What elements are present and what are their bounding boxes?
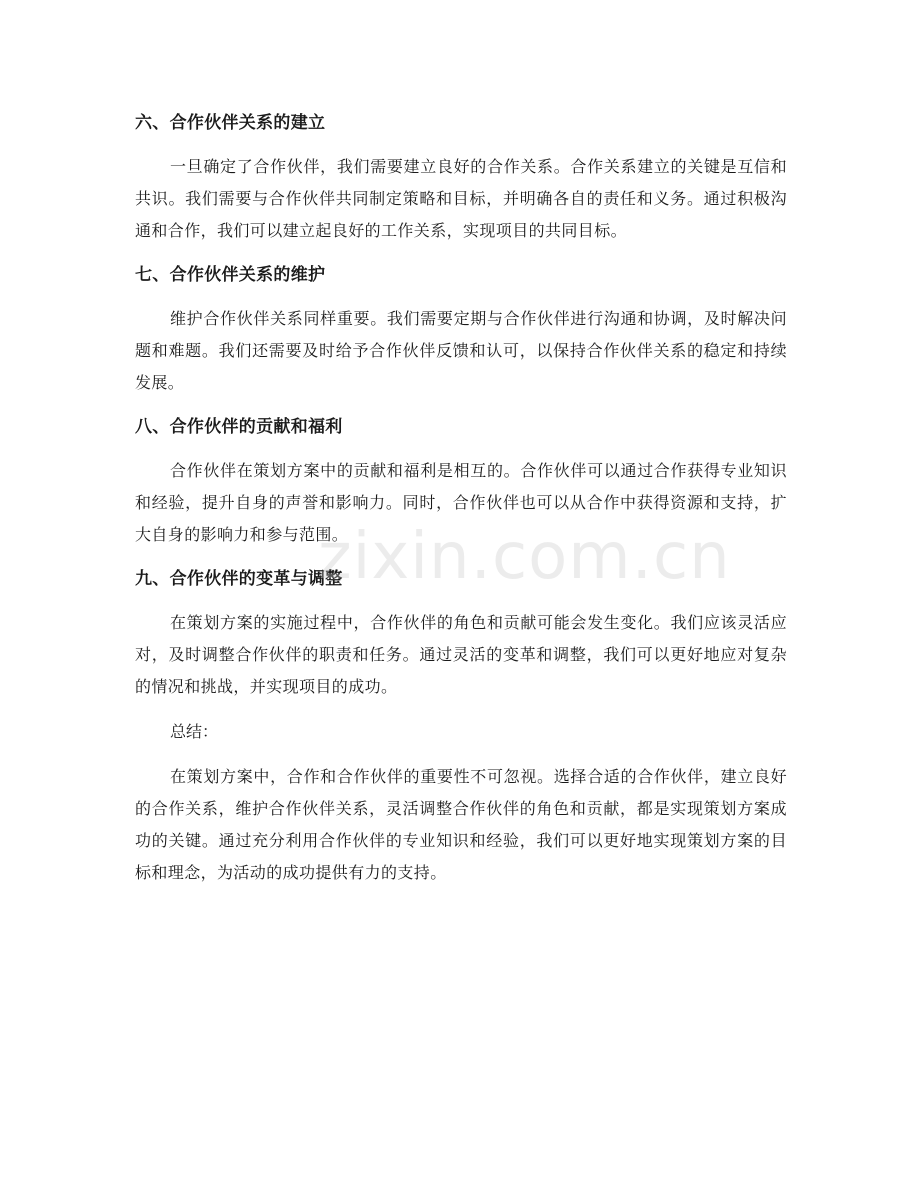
section-heading-7: 七、合作伙伴关系的维护 xyxy=(135,265,326,285)
summary-label: 总结： xyxy=(170,722,219,741)
section-paragraph-9: 在策划方案的实施过程中，合作伙伴的角色和贡献可能会发生变化。我们应该灵活应对，及时调整合作伙伴的职责和任务。通过灵活的变革和调整，我们可以更好地应对复杂的情况和挑战，并实现项目的成功。 xyxy=(135,613,787,696)
section-paragraph-7: 维护合作伙伴关系同样重要。我们需要定期与合作伙伴进行沟通和协调，及时解决问题和难题。我们还需要及时给予合作伙伴反馈和认可，以保持合作伙伴关系的稳定和持续发展。 xyxy=(135,309,787,392)
section-paragraph-6: 一旦确定了合作伙伴，我们需要建立良好的合作关系。合作关系建立的关键是互信和共识。我们需要与合作伙伴共同制定策略和目标，并明确各自的责任和义务。通过积极沟通和合作，我们可以建立起良好的工作关系，实现项目的共同目标。 xyxy=(135,157,787,240)
section-paragraph-8: 合作伙伴在策划方案中的贡献和福利是相互的。合作伙伴可以通过合作获得专业知识和经验，提升自身的声誉和影响力。同时，合作伙伴也可以从合作中获得资源和支持，扩大自身的影响力和参与范围。 xyxy=(135,461,787,544)
section-heading-9: 九、合作伙伴的变革与调整 xyxy=(135,569,343,589)
section-heading-8: 八、合作伙伴的贡献和福利 xyxy=(135,417,343,437)
summary-paragraph: 在策划方案中，合作和合作伙伴的重要性不可忽视。选择合适的合作伙伴，建立良好的合作关系，维护合作伙伴关系，灵活调整合作伙伴的角色和贡献，都是实现策划方案成功的关键。通过充分利用合作伙伴的专业知识和经验，我们可以更好地实现策划方案的目标和理念，为活动的成功提供有力的支持。 xyxy=(135,767,787,882)
document-body xyxy=(135,108,787,902)
section-heading-6: 六、合作伙伴关系的建立 xyxy=(135,113,326,133)
watermark: zixin.com.cn xyxy=(318,520,731,594)
